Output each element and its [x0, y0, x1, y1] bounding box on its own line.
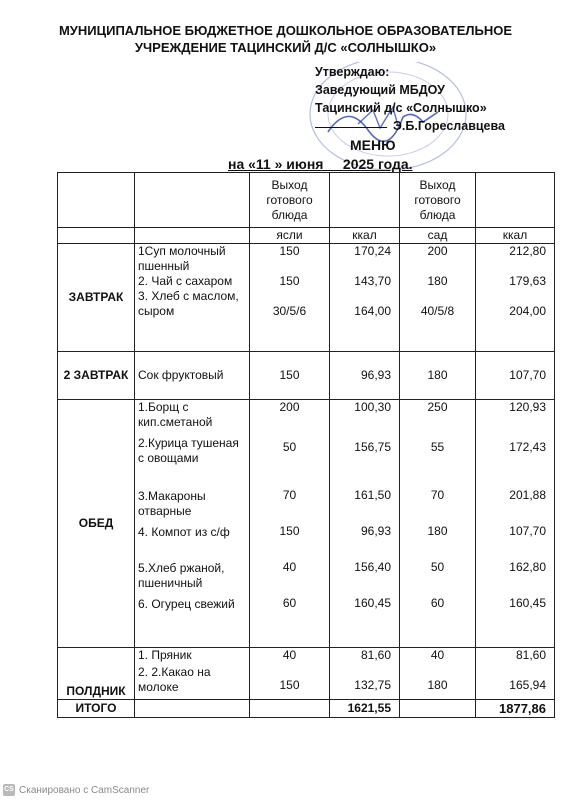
dish-item: 1. Пряник [138, 648, 192, 662]
kcal-value: 81,60 [360, 648, 391, 662]
header-empty-meal [58, 173, 135, 228]
org-name-line1: МУНИЦИПАЛЬНОЕ БЮДЖЕТНОЕ ДОШКОЛЬНОЕ ОБРАЗОВАТЕЛЬНОЕ [58, 23, 513, 38]
breakfast-kcal1 [330, 244, 400, 352]
yasli-value: 150 [279, 678, 300, 692]
meal-breakfast: ЗАВТРАК [58, 244, 135, 352]
breakfast-sad [400, 244, 476, 352]
breakfast2-dish: Сок фруктовый [135, 352, 250, 400]
breakfast-kcal2 [476, 244, 555, 352]
scanner-watermark [3, 784, 149, 796]
subheader-kcal1: ккал [330, 228, 400, 244]
snack-kcal1 [330, 648, 400, 700]
total-empty-dish [135, 700, 250, 718]
dish-item: 2. Чай с сахаром [138, 274, 233, 288]
lunch-kcal1 [330, 400, 400, 648]
breakfast2-kcal1: 96,93 [330, 352, 400, 400]
total-row [58, 700, 555, 718]
org-name-line2: УЧРЕЖДЕНИЕ ТАЦИНСКИЙ Д/С «СОЛНЫШКО» [134, 40, 437, 55]
camscanner-icon: CS [3, 784, 15, 796]
sad-value: 180 [427, 678, 448, 692]
sad-value: 200 [427, 244, 448, 258]
header-empty-kcal1 [330, 173, 400, 228]
total-empty-yasli [250, 700, 330, 718]
sad-value: 55 [430, 440, 445, 454]
kcal-value: 179,63 [509, 274, 546, 288]
kcal-value: 204,00 [509, 304, 546, 318]
yasli-value: 200 [279, 400, 300, 414]
approval-line-institution: Тацинский д/с «Солнышко» [315, 101, 487, 115]
breakfast2-sad: 180 [400, 352, 476, 400]
subheader-kcal2: ккал [476, 228, 555, 244]
meal-lunch: ОБЕД [58, 400, 135, 648]
signature-underline [315, 127, 387, 128]
approval-line-position: Заведующий МБДОУ [315, 83, 445, 97]
breakfast-yasli [250, 244, 330, 352]
yasli-value: 150 [279, 524, 300, 538]
kcal-value: 162,80 [509, 560, 546, 574]
menu-title: МЕНЮ [350, 137, 396, 153]
menu-table [57, 172, 555, 718]
kcal-value: 107,70 [509, 524, 546, 538]
subheader-yasli: ясли [250, 228, 330, 244]
dish-item: 1.Борщ с кип.сметаной [138, 400, 213, 429]
kcal-value: 132,75 [354, 678, 391, 692]
yasli-value: 70 [282, 488, 297, 502]
subheader-empty-dish [135, 228, 250, 244]
subheader-sad: сад [400, 228, 476, 244]
header-empty-dish [135, 173, 250, 228]
kcal-value: 201,88 [509, 488, 546, 502]
header-yield-1: Выход готового блюда [250, 173, 330, 228]
sad-value: 180 [427, 524, 448, 538]
yasli-value: 30/5/6 [272, 304, 307, 318]
yasli-value: 40 [282, 560, 297, 574]
total-kcal2: 1877,86 [476, 700, 555, 718]
kcal-value: 172,43 [509, 440, 546, 454]
dish-item: 4. Компот из с/ф [138, 525, 230, 539]
breakfast2-kcal2: 107,70 [476, 352, 555, 400]
yasli-value: 40 [282, 648, 297, 662]
menu-date: на «11 » июня 2025 года. [228, 156, 413, 172]
breakfast-row [58, 244, 555, 352]
lunch-dishes [135, 400, 250, 648]
snack-dishes [135, 648, 250, 700]
subheader-row [58, 228, 555, 244]
yasli-value: 150 [279, 274, 300, 288]
snack-row [58, 648, 555, 700]
kcal-value: 156,40 [354, 560, 391, 574]
kcal-value: 212,80 [509, 244, 546, 258]
kcal-value: 143,70 [354, 274, 391, 288]
kcal-value: 170,24 [354, 244, 391, 258]
subheader-empty-meal [58, 228, 135, 244]
kcal-value: 160,45 [509, 596, 546, 610]
lunch-kcal2 [476, 400, 555, 648]
dish-item: 2.Курица тушеная с овощами [138, 436, 239, 465]
kcal-value: 81,60 [515, 648, 546, 662]
snack-yasli [250, 648, 330, 700]
dish-item: 3. Хлеб с маслом, сыром [138, 289, 239, 318]
sad-value: 250 [427, 400, 448, 414]
sad-value: 50 [430, 560, 445, 574]
sad-value: 40 [430, 648, 445, 662]
header-yield-2: Выход готового блюда [400, 173, 476, 228]
breakfast2-yasli: 150 [250, 352, 330, 400]
sad-value: 70 [430, 488, 445, 502]
kcal-value: 156,75 [354, 440, 391, 454]
total-empty-sad [400, 700, 476, 718]
lunch-row [58, 400, 555, 648]
meal-breakfast2: 2 ЗАВТРАК [58, 352, 135, 400]
snack-sad [400, 648, 476, 700]
lunch-sad [400, 400, 476, 648]
total-label: ИТОГО [58, 700, 135, 718]
kcal-value: 164,00 [354, 304, 391, 318]
yasli-value: 150 [279, 244, 300, 258]
kcal-value: 100,30 [354, 400, 391, 414]
approval-line-approve: Утверждаю: [315, 65, 390, 79]
sad-value: 60 [430, 596, 445, 610]
dish-item: 6. Огурец свежий [138, 597, 235, 611]
sad-value: 40/5/8 [420, 304, 455, 318]
approval-signature-line [315, 117, 505, 135]
dish-item: 1Суп молочный пшенный [138, 244, 226, 273]
meal-snack: ПОЛДНИК [58, 648, 135, 700]
breakfast-dishes [135, 244, 250, 352]
yasli-value: 50 [282, 440, 297, 454]
header-empty-kcal2 [476, 173, 555, 228]
kcal-value: 96,93 [360, 524, 391, 538]
scanner-text: Сканировано с CamScanner [19, 784, 150, 796]
dish-item: 2. 2.Какао на молоке [138, 665, 211, 694]
dish-item: 5.Хлеб ржаной, пшеничный [138, 561, 225, 590]
approval-signer: Э.Б.Гореславцева [393, 119, 505, 133]
total-kcal1: 1621,55 [330, 700, 400, 718]
sad-value: 180 [427, 274, 448, 288]
dish-item: 3.Макароны отварные [138, 489, 206, 518]
lunch-yasli [250, 400, 330, 648]
kcal-value: 165,94 [509, 678, 546, 692]
header-row [58, 173, 555, 228]
breakfast2-row [58, 352, 555, 400]
kcal-value: 160,45 [354, 596, 391, 610]
approval-block [315, 63, 505, 135]
yasli-value: 60 [282, 596, 297, 610]
kcal-value: 161,50 [354, 488, 391, 502]
kcal-value: 120,93 [509, 400, 546, 414]
snack-kcal2 [476, 648, 555, 700]
